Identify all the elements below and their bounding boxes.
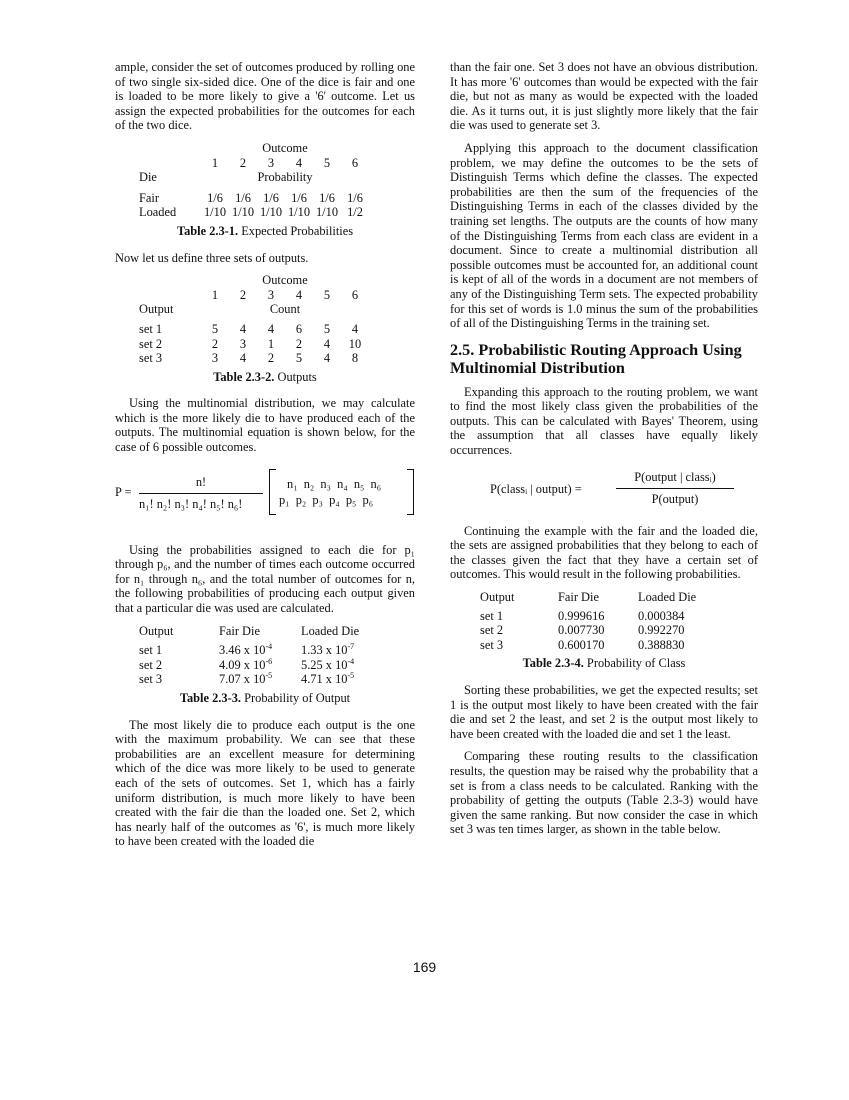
paragraph: Expanding this approach to the routing problem, we want to find the most likely class given the probabilities of the outputs. This can be calculated with Bayes' Theorem, using the assumption that all classes have equally likely occurrences. — [450, 384, 758, 458]
table-cell — [219, 643, 301, 658]
equation-denominator: n₁! n₂! n₃! n₄! n₅! n₆! — [139, 496, 243, 511]
table-cell: 3 — [239, 336, 247, 351]
paragraph: Using the multinomial distribution, we may calculate which is the more likely die to have produced each of the outputs. The multinomial equation is shown below, for the case of 6 possible outcomes. — [115, 396, 415, 455]
table-row — [139, 191, 369, 206]
table-cell — [219, 672, 301, 687]
table-row-label: Fair — [139, 190, 159, 205]
paragraph: ample, consider the set of outcomes produced by rolling one of two single six-sided dice. One of the dice is fair and one is loaded to be more likely to give a '6' outcome. Let us assign the expected probabilities for the outcomes for each of the two dice. — [115, 60, 415, 133]
left-column — [115, 60, 415, 857]
table-row-label: set 3 — [480, 637, 504, 652]
multinomial-equation — [115, 469, 415, 525]
section-heading: 2.5. Probabilistic Routing Approach Using Multinomial Distribution — [450, 340, 742, 377]
table-row — [139, 322, 369, 337]
table-cell: 10 — [348, 336, 362, 351]
table-cell: 0.600170 — [558, 637, 605, 652]
caption-number: Table 2.3-2. — [213, 369, 275, 384]
table-row-label: set 3 — [139, 672, 163, 687]
table-col-header: Fair Die — [219, 623, 260, 638]
table-cell: 1/6 — [263, 190, 279, 205]
table-cell: 2 — [211, 336, 219, 351]
table-row-label: set 2 — [480, 623, 504, 638]
table-cell: 4 — [351, 321, 359, 336]
equation-lhs: P(classᵢ | output) = — [490, 481, 582, 496]
paragraph: Sorting these probabilities, we get the expected results; set 1 is the output most likely to have been created with the fair die and set 2 the least, and set 2 is the output most likely to have been created with the loaded die and set 1 the least. — [450, 683, 758, 741]
table-cell: 4 — [323, 351, 331, 366]
table-col-header: Output — [139, 623, 174, 638]
table-row — [139, 351, 369, 366]
table-cell: 1/10 — [231, 205, 255, 220]
paragraph: Comparing these routing results to the classification results, the question may be raised why the probability that a set is from a class needs to be calculated. Ranking with the probability of getting the outputs (Table 2.3-3) would have given the same ranking. But now consider the case in which set 3 was ten times larger, as shown in the table below. — [450, 749, 758, 837]
table-col-header: Output — [480, 590, 515, 605]
table-cell: 2 — [267, 351, 275, 366]
table-cell: 1/10 — [259, 205, 283, 220]
table-cell: 5 — [211, 321, 219, 336]
equation-probabilities: p₁ p₂ p₃ p₄ p₅ p₆ — [279, 492, 374, 507]
table-col-header: Loaded Die — [638, 590, 697, 605]
caption-number: Table 2.3-4. — [522, 656, 584, 671]
table-caption — [115, 370, 415, 385]
table-col-header: 6 — [351, 287, 359, 302]
mantissa: 4.09 x 10 — [219, 657, 266, 672]
table-row-label-header: Output — [139, 302, 174, 317]
caption-number: Table 2.3-3. — [179, 691, 242, 705]
right-column — [450, 60, 758, 845]
table-row-label: set 1 — [480, 608, 504, 623]
equation-numerator: n! — [195, 474, 207, 489]
table-col-header: 5 — [323, 287, 331, 302]
table-group-header: Outcome — [262, 140, 308, 155]
table-row — [139, 672, 359, 687]
table-col-header: 2 — [239, 155, 247, 170]
paragraph: Continuing the example with the fair and the loaded die, the sets are assigned probabilities that they belong to each of the classes given the fact that they have a certain set of outcomes. This would result in the following probabilities. — [450, 523, 758, 582]
mantissa: 3.46 x 10 — [219, 643, 266, 658]
table-cell: 1/6 — [319, 190, 335, 205]
table-row — [139, 205, 369, 220]
table-cell: 8 — [351, 351, 359, 366]
table-cell: 4 — [323, 336, 331, 351]
table-row-label: Loaded — [139, 205, 177, 220]
table-cell: 6 — [295, 321, 303, 336]
table-outputs — [115, 273, 415, 384]
paragraph: The most likely die to produce each output is the one with the maximum probability. We can see that these probabilities are an excellent measure for determining which of the dice was more likely to be used to generate each of the sets of outcomes. Set 1, which has a fairly uniform distribution, is much more likely to have been created with the fair die than the loaded one. Set 2, which has nearly half of the outcomes as '6', is much more likely to have been created with the loaded die — [115, 717, 415, 849]
table-cell: 0.388830 — [638, 637, 685, 652]
table-row — [139, 643, 359, 658]
table-col-header: 3 — [267, 155, 275, 170]
table-row — [139, 658, 359, 673]
table-cell — [219, 658, 301, 673]
table-cell: 0.999616 — [558, 608, 605, 623]
table-group-header: Outcome — [262, 273, 308, 288]
table-cell: 0.007730 — [558, 623, 605, 638]
exponent: -5 — [347, 671, 355, 681]
paragraph: Applying this approach to the document classification problem, we may define the outcomes to be the sets of Distinguish Terms which define the classes. The expected probabilities are then the sum of the frequencies of the Distinguishing Terms in each of the classes divided by the training set lengths. The outputs are the counts of how many of the Distinguishing Terms from each class are evident in a document. Since to create a multinomial distribution all possible outcomes must be accounted for, an additional count is kept of all of the words in a document are not members of any of the Distinguishing Term sets. The expected probability for this set of words is 1.0 minus the sum of the probabilities of all of the Distinguishing Terms in the training set. — [450, 140, 758, 331]
table-value-header: Probability — [257, 170, 313, 185]
equation-numerator: P(output | classᵢ) — [634, 469, 716, 484]
mantissa: 1.33 x 10 — [301, 643, 348, 658]
table-row — [139, 337, 369, 352]
table-probability-of-output — [115, 624, 415, 706]
table-col-header: Loaded Die — [301, 623, 360, 638]
caption-number: Table 2.3-1. — [176, 223, 239, 238]
caption-text: Probability of Class — [586, 656, 686, 671]
table-cell: 1/10 — [287, 205, 311, 220]
table-cell: 1/6 — [291, 190, 307, 205]
paragraph: Using the probabilities assigned to each die for p₁ through p₆, and the number of times each outcome occurred for n₁ through n₆, and the total number of outcomes for n, the following probabilities of producing each output given that a particular die was used are calculated. — [115, 542, 415, 616]
bayes-equation — [450, 470, 758, 510]
table-cell: 1 — [267, 336, 275, 351]
table-row-label: set 3 — [139, 351, 163, 366]
exponent: -6 — [265, 656, 273, 666]
table-cell: 3 — [211, 351, 219, 366]
mantissa: 4.71 x 10 — [301, 672, 348, 687]
table-expected-probabilities — [115, 141, 415, 239]
table-col-header: 1 — [211, 155, 219, 170]
mantissa: 7.07 x 10 — [219, 672, 266, 687]
table-col-header: 3 — [267, 287, 275, 302]
table-cell: 1/6 — [347, 190, 363, 205]
table-row — [480, 623, 696, 638]
table-col-header: 4 — [295, 155, 303, 170]
exponent: -4 — [265, 642, 273, 652]
table-col-header: 2 — [239, 287, 247, 302]
table-cell — [301, 643, 359, 658]
table-caption — [115, 224, 415, 239]
caption-text: Expected Probabilities — [241, 223, 354, 238]
table-cell: 4 — [239, 321, 247, 336]
table-row-label: set 1 — [139, 321, 163, 336]
caption-text: Outputs — [277, 369, 317, 384]
equation-denominator: P(output) — [651, 491, 699, 506]
exponent: -4 — [347, 656, 355, 666]
equation-lhs: P = — [115, 484, 132, 499]
table-caption — [115, 691, 415, 706]
exponent: -7 — [347, 642, 355, 652]
exponent: -5 — [265, 671, 273, 681]
table-cell: 5 — [323, 321, 331, 336]
table-cell: 1/10 — [203, 205, 227, 220]
right-bracket — [407, 469, 414, 515]
paragraph: Now let us define three sets of outputs. — [115, 250, 309, 265]
table-cell: 5 — [295, 351, 303, 366]
table-cell: 4 — [239, 351, 247, 366]
table-value-header: Count — [269, 302, 301, 317]
table-row — [480, 638, 696, 653]
table-cell: 1/10 — [315, 205, 339, 220]
table-cell: 4 — [267, 321, 275, 336]
left-bracket — [269, 469, 276, 515]
table-cell: 1/6 — [235, 190, 251, 205]
table-col-header: 5 — [323, 155, 331, 170]
table-caption — [450, 656, 758, 671]
mantissa: 5.25 x 10 — [301, 657, 348, 672]
page-number: 169 — [412, 959, 437, 975]
table-row — [480, 609, 696, 624]
fraction-bar — [616, 488, 734, 489]
fraction-bar — [139, 493, 263, 494]
equation-exponents: n₁ n₂ n₃ n₄ n₅ n₆ — [287, 476, 382, 491]
table-row-label: set 1 — [139, 643, 163, 658]
table-cell: 1/2 — [347, 205, 363, 220]
table-cell: 0.000384 — [638, 608, 685, 623]
table-col-header: 6 — [351, 155, 359, 170]
table-probability-of-class — [450, 590, 758, 671]
table-row-label: set 2 — [139, 336, 163, 351]
table-cell: 2 — [295, 336, 303, 351]
table-col-header: Fair Die — [558, 590, 599, 605]
table-cell — [301, 672, 359, 687]
table-cell: 0.992270 — [638, 623, 685, 638]
table-row-label: set 2 — [139, 657, 163, 672]
caption-text: Probability of Output — [244, 691, 351, 705]
table-cell — [301, 658, 359, 673]
table-col-header: 4 — [295, 287, 303, 302]
paragraph: than the fair one. Set 3 does not have an obvious distribution. It has more '6' outcomes than would be expected with the fair die, but not as many as would be expected with the loaded die. As it turns out, it is just slightly more likely that the fair die was used to generate set 3. — [450, 60, 758, 133]
table-row-label-header: Die — [139, 170, 157, 185]
table-col-header: 1 — [211, 287, 219, 302]
table-cell: 1/6 — [207, 190, 223, 205]
